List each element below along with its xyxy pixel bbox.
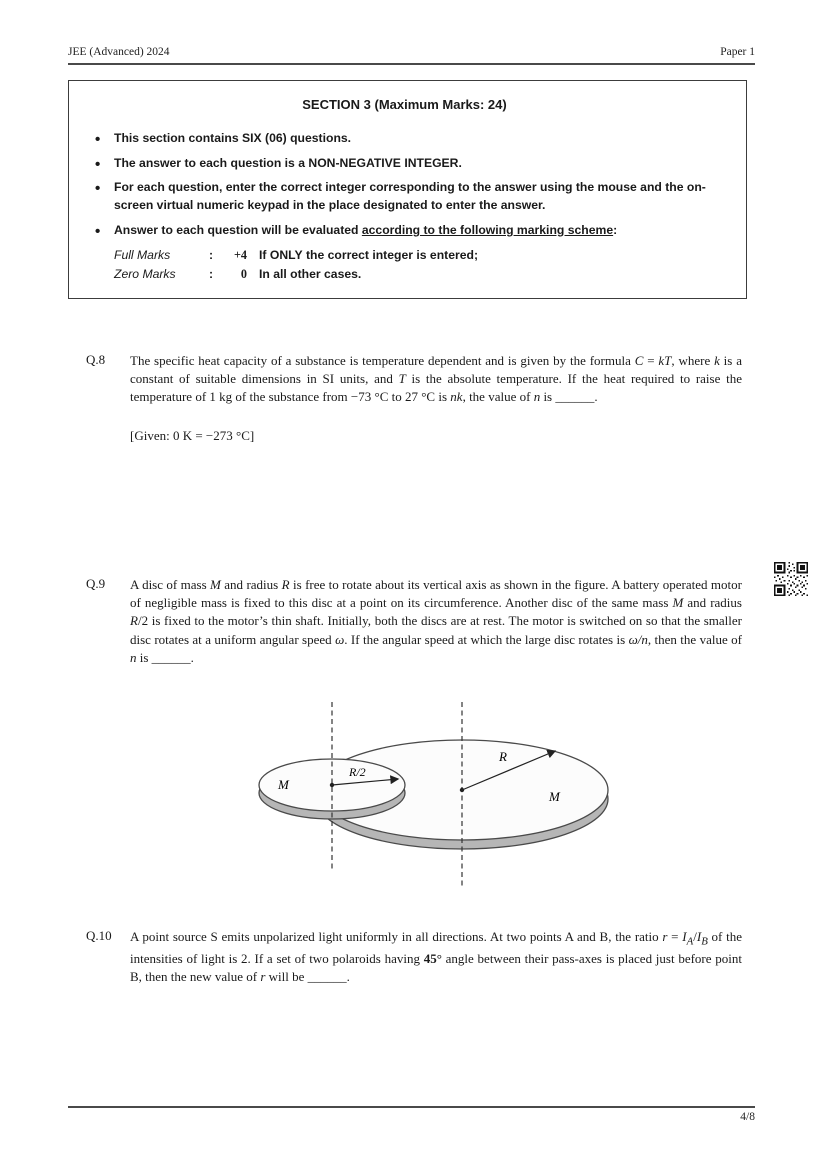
question-text: The specific heat capacity of a substance is temperature dependent and is given by the formula C = kT, where k is a constant of suitable dimensions in SI units, and T is the absolute temperature. If the heat required to raise the temperature of 1 kg of the substance from −73 °C to 27 °C is nk, the value of n is ______. <box>130 353 742 405</box>
instruction-item: • This section contains SIX (06) questions. <box>95 130 726 148</box>
question-q8 <box>86 352 742 444</box>
question-number: Q.9 <box>86 576 106 591</box>
small-disc-radius-label: R/2 <box>349 764 366 779</box>
header-paper-label: Paper 1 <box>720 46 755 58</box>
marking-value: 0 <box>240 267 247 282</box>
marking-row-zero-marks <box>114 265 726 284</box>
footer-divider <box>68 1106 755 1108</box>
large-disc-radius-label: R <box>499 748 507 764</box>
marking-label: Full Marks <box>114 248 171 263</box>
marking-colon: : <box>209 248 214 263</box>
question-number: Q.8 <box>86 352 106 367</box>
small-disc-mass-label: M <box>278 776 289 792</box>
header-divider <box>68 63 755 65</box>
section-instructions-box <box>68 80 747 299</box>
section-title: SECTION 3 (Maximum Marks: 24) <box>302 97 507 112</box>
question-q9 <box>86 576 742 891</box>
q9-disc-figure <box>252 699 622 891</box>
disc-figure-svg <box>252 699 622 891</box>
header-exam-title: JEE (Advanced) 2024 <box>68 46 170 58</box>
question-body <box>130 928 742 986</box>
question-given-note: [Given: 0 K = −273 °C] <box>130 427 255 443</box>
question-body <box>130 576 742 891</box>
qr-code <box>774 562 808 596</box>
marking-value: +4 <box>233 248 247 263</box>
instruction-item: • For each question, enter the correct integer corresponding to the answer using the mouse and the on-screen virtual numeric keypad in the place designated to enter the answer. <box>95 179 726 214</box>
page-number: 4/8 <box>740 1111 755 1123</box>
question-q10 <box>86 928 742 986</box>
question-text: A disc of mass M and radius R is free to rotate about its vertical axis as shown in the figure. A battery operated motor of negligible mass is fixed to this disc at a point on its circumference. Another disc of the same mass M and radius R/2 is fixed to the motor’s thin shaft. Initially, both the discs are at rest. The motor is switched on so that the smaller disc rotates at a uniform angular speed ω. If the angular speed at which the large disc rotates is ω/n, then the value of n is ______. <box>130 577 742 665</box>
instruction-item: • Answer to each question will be evaluated according to the following marking scheme: <box>95 222 726 240</box>
marking-row-full-marks <box>114 246 726 265</box>
question-number: Q.10 <box>86 928 112 943</box>
marking-colon: : <box>209 267 214 282</box>
instruction-item: • The answer to each question is a NON-NEGATIVE INTEGER. <box>95 155 726 173</box>
marking-scheme <box>114 246 726 284</box>
marking-description: In all other cases. <box>259 267 362 282</box>
question-text: A point source S emits unpolarized light uniformly in all directions. At two points A and B, the ratio $r = I_A/I_B$ of the intensities of light is 2. If a set of two polaroids having 45° angle between their pass-axes is placed just before point B, then the new value of r will be ______. <box>130 929 743 984</box>
marking-label: Zero Marks <box>114 267 176 282</box>
large-disc-mass-label: M <box>549 788 560 804</box>
page-header <box>68 46 755 58</box>
instruction-list <box>83 130 726 239</box>
question-body <box>130 352 742 444</box>
marking-description: If ONLY the correct integer is entered; <box>259 248 479 263</box>
